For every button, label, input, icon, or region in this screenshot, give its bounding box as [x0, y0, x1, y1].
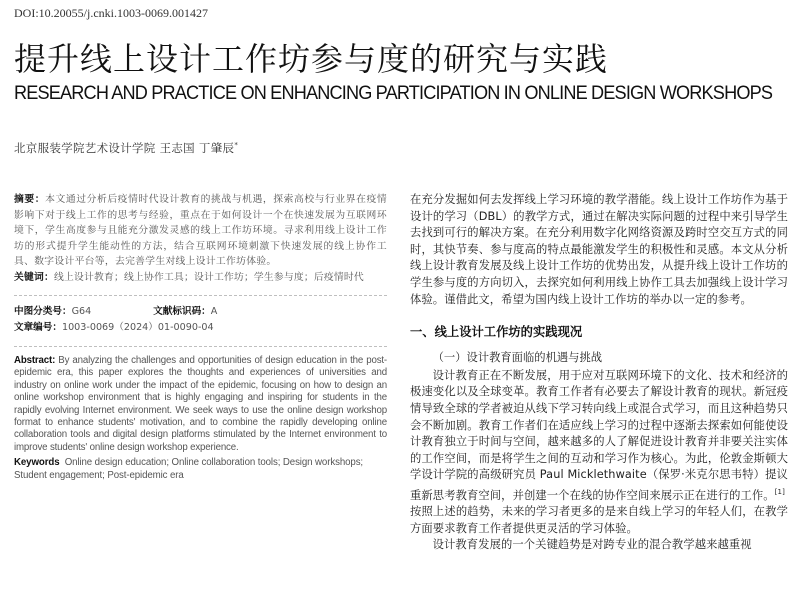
doi: DOI:10.20055/j.cnki.1003-0069.001427 [14, 6, 208, 20]
keywords-cn-label: 关键词： [14, 271, 54, 283]
clc-label: 中图分类号： [14, 306, 72, 317]
author-affiliation: 北京服装学院艺术设计学院 [14, 141, 156, 155]
body-paragraph: 在充分发掘如何去发挥线上学习环境的教学潜能。线上设计工作坊作为基于设计的学习（DBL）的教学方式，通过在解决实际问题的过程中来引导学生去找到可行的解决方案。在充分利用数字化网络资源及跨时空交互方式的同时，其快节奏、参与度高的特点最能激发学生的积极性和灵感。本文从分析线上设计教育发展及线上设计工作坊的优势出发，从提升线上设计工作坊的学生参与度的方向切入，去探究如何利用线上协作工具去加强线上设计学习体验。谨借此文，希望为国内线上设计工作坊的举办以一定的参考。 [410, 193, 788, 306]
abstract-en-label: Abstract: [14, 355, 56, 366]
abstract-cn-text: 本文通过分析后疫情时代设计教育的挑战与机遇，探索高校与行业界在疫情影响下对于线上工作的思考与经验，重点在于如何设计一个在快速发展为互联网环境下，学生高度参与且能充分激发灵感的线上工作坊环境。寻求利用线上设计工作坊的形式提升学生能动性的方法，结合互联网环境刺激下快速发展的线上协作工具、数字设计平台等，去完善学生对线上设计工作坊体验。 [14, 194, 387, 267]
paper-title-english: RESEARCH AND PRACTICE ON ENHANCING PARTICIPATION IN ONLINE DESIGN WORKSHOPS [14, 82, 773, 104]
abstract-en [14, 355, 387, 454]
abstract-cn [14, 192, 387, 270]
doc-code-label: 文献标识码： [153, 306, 211, 317]
clc-value: G64 [71, 306, 92, 317]
body-paragraph: 按照上述的趋势，未来的学习者更多的是来自线上学习的年轻人们，在教学方面要求教育工作者提供更灵活的学习体验。 [410, 505, 788, 535]
author-names: 王志国 丁肇辰 [159, 141, 235, 155]
keywords-cn-text: 线上设计教育；线上协作工具；设计工作坊；学生参与度；后疫情时代 [54, 271, 364, 283]
article-no-label: 文章编号： [14, 322, 62, 333]
abstract-cn-label: 摘要： [14, 194, 46, 205]
right-column [410, 192, 788, 554]
keywords-en-label: Keywords [14, 457, 60, 469]
abstract-en-text: By analyzing the challenges and opportunities of design education in the post-epidemic era, this paper explores the thoughts and experiences of universities and industry on online work under the impact of the epidemic, focusing on how to design an online workshop environment that is highly engaging and inspiring for students in the rapidly evolving Internet environment. We seek ways to use the online design workshop format to enhance students' motivation, and to combine the rapidly developing online collaboration tools and digital design platforms stimulated by the Internet environment to improve students' online design workshop experience. [14, 355, 388, 453]
body-paragraph [410, 368, 788, 505]
paper-title: 提升线上设计工作坊参与度的研究与实践 [14, 40, 609, 78]
body-paragraph: 设计教育发展的一个关键趋势是对跨专业的混合教学越来越重视 [432, 538, 752, 552]
section-heading: 一、线上设计工作坊的实践现况 [410, 325, 583, 340]
divider [14, 346, 387, 347]
doc-code-value: A [210, 306, 218, 317]
author-line [14, 140, 238, 156]
article-no-value: 1003-0069（2024）01-0090-04 [61, 322, 214, 333]
divider [14, 295, 387, 296]
author-mark: * [234, 141, 239, 150]
keywords-cn [14, 270, 387, 286]
body-paragraph-text: 设计教育正在不断发展，用于应对互联网环境下的文化、技术和经济的极速变化以及全球变革。教育工作者有必要去了解设计教育的现状。新冠疫情导致全球的学者被迫从线下学习转向线上或混合式学习，而且这种趋势只会不断加剧。教育工作者们在适应线上学习的过程中逐渐去探索如何能使设计教育独立于时间与空间，越来越多的人了解促进设计教育并非要关注实体的工作空间，而是将学生之间的互动和学习作为核心。为此，伦敦金斯顿大学设计学院的高级研究员 Paul Micklethwaite（保罗·米克尔思韦特）提议重新思考教育空间，并创建一个在线的协作空间来展示正在进行的工作。 [410, 368, 788, 502]
subsection-heading: （一）设计教育面临的机遇与挑战 [432, 351, 603, 365]
left-column [14, 192, 387, 482]
meta-row-classification [14, 304, 387, 320]
keywords-en-text: Online design education; Online collaboration tools; Design workshops; Student engagement; Post-epidemic era [14, 457, 364, 481]
meta-row-article-no [14, 320, 387, 336]
citation: [1] [774, 487, 785, 496]
keywords-en [14, 457, 387, 482]
